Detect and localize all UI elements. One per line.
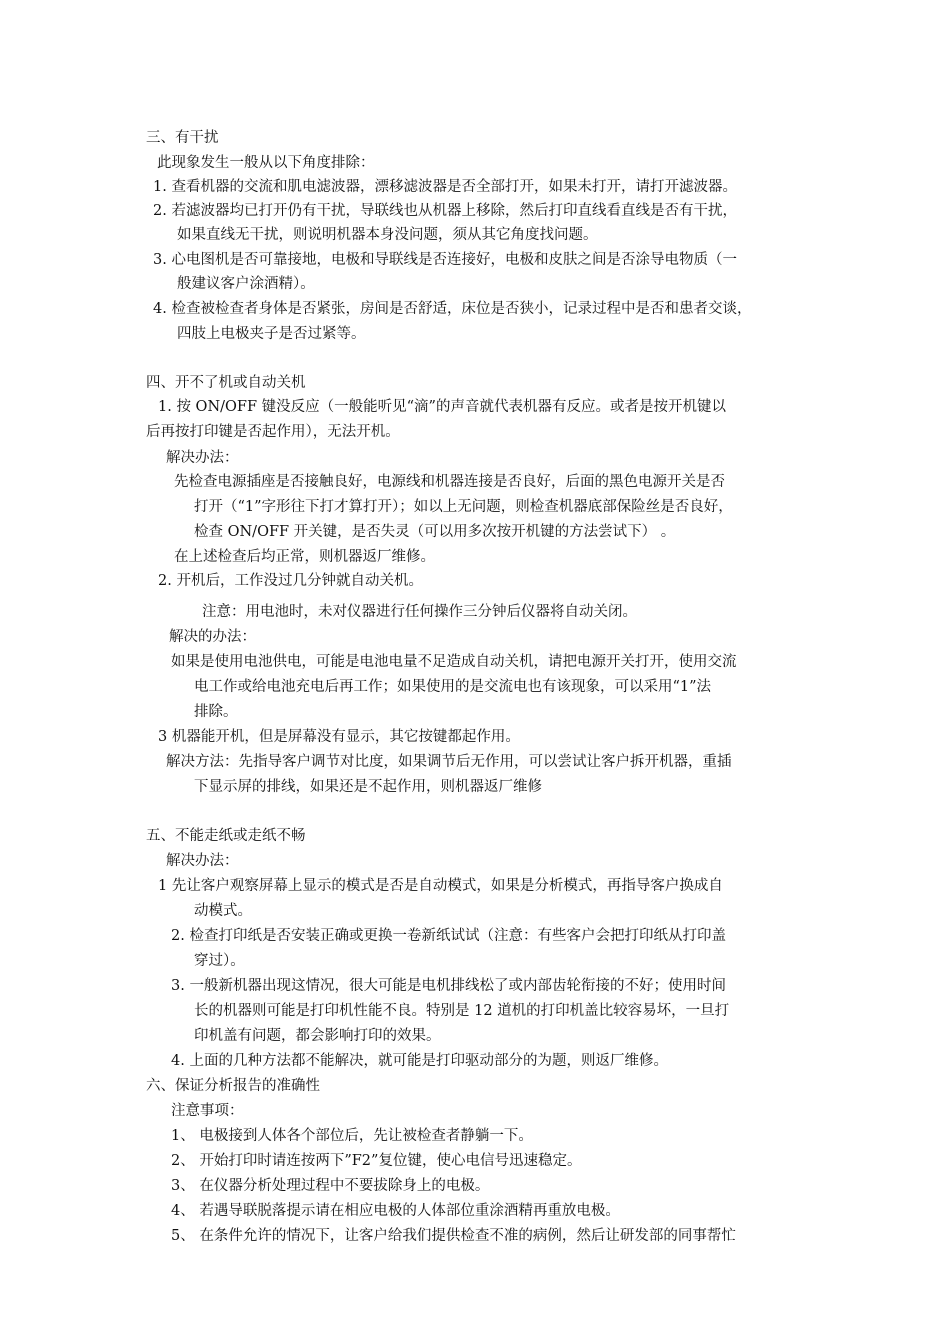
section-heading-power: 四、开不了机或自动关机 <box>146 375 306 391</box>
paragraph: 3 机器能开机，但是屏幕没有显示，其它按键都起作用。 <box>158 729 520 745</box>
paragraph-continuation: 电工作或给电池充电后再工作；如果使用的是交流电也有该现象，可以采用“1”法 <box>194 679 712 695</box>
paragraph: 在上述检查后均正常，则机器返厂维修。 <box>174 549 435 565</box>
section-heading-interference: 三、有干扰 <box>146 130 219 146</box>
solution-label: 解决办法： <box>166 450 239 466</box>
paragraph-continuation: 下显示屏的排线，如果还是不起作用，则机器返厂维修 <box>194 779 542 795</box>
list-item: 3. 心电图机是否可靠接地，电极和导联线是否连接好，电极和皮肤之间是否涂导电物质（一 <box>153 252 737 268</box>
section-heading-accuracy: 六、保证分析报告的准确性 <box>146 1078 320 1094</box>
notes-label: 注意事项： <box>171 1103 244 1119</box>
paragraph: 此现象发生一般从以下角度排除： <box>157 155 375 171</box>
section-heading-paper-feed: 五、不能走纸或走纸不畅 <box>146 828 306 844</box>
list-item-continuation: 动模式。 <box>194 903 252 919</box>
paragraph-continuation: 检查 ON/OFF 开关键，是否失灵（可以用多次按开机键的方法尝试下） 。 <box>194 524 676 540</box>
list-item-continuation: 如果直线无干扰，则说明机器本身没问题，须从其它角度找问题。 <box>177 227 598 243</box>
list-item: 5、 在条件允许的情况下，让客户给我们提供检查不准的病例，然后让研发部的同事帮忙 <box>171 1228 736 1244</box>
list-item: 4. 上面的几种方法都不能解决，就可能是打印驱动部分的为题，则返厂维修。 <box>171 1053 668 1069</box>
list-item: 2、 开始打印时请连按两下”F2”复位键，使心电信号迅速稳定。 <box>171 1153 582 1169</box>
paragraph: 先检查电源插座是否接触良好，电源线和机器连接是否良好，后面的黑色电源开关是否 <box>174 474 725 490</box>
paragraph-continuation: 排除。 <box>194 704 238 720</box>
solution-label: 解决办法： <box>166 853 239 869</box>
paragraph: 2. 开机后，工作没过几分钟就自动关机。 <box>158 573 423 589</box>
list-item-continuation: 长的机器则可能是打印机性能不良。特别是 12 道机的打印机盖比较容易坏，一旦打 <box>194 1003 730 1019</box>
list-item: 1. 查看机器的交流和肌电滤波器，漂移滤波器是否全部打开，如果未打开，请打开滤波器。 <box>153 179 737 195</box>
paragraph-continuation: 打开（“1”字形往下打才算打开）；如以上无问题，则检查机器底部保险丝是否良好， <box>194 499 733 515</box>
list-item-continuation: 般建议客户涂酒精）。 <box>177 276 315 292</box>
paragraph-continuation: 后再按打印键是否起作用），无法开机。 <box>146 424 400 440</box>
list-item: 3. 一般新机器出现这情况，很大可能是电机排线松了或内部齿轮衔接的不好；使用时间 <box>171 978 726 994</box>
list-item: 2. 检查打印纸是否安装正确或更换一卷新纸试试（注意：有些客户会把打印纸从打印盖 <box>171 928 726 944</box>
note: 注意：用电池时，未对仪器进行任何操作三分钟后仪器将自动关闭。 <box>202 604 637 620</box>
list-item: 4. 检查被检查者身体是否紧张，房间是否舒适，床位是否狭小，记录过程中是否和患者交谈， <box>153 301 752 317</box>
paragraph: 1. 按 ON/OFF 键没反应（一般能听见“滴”的声音就代表机器有反应。或者是按开机键以 <box>158 399 726 415</box>
paragraph: 解决方法：先指导客户调节对比度，如果调节后无作用，可以尝试让客户拆开机器，重插 <box>166 754 732 770</box>
solution-label: 解决的办法： <box>169 629 256 645</box>
list-item: 1 先让客户观察屏幕上显示的模式是否是自动模式，如果是分析模式，再指导客户换成自 <box>158 878 723 894</box>
list-item: 2. 若滤波器均已打开仍有干扰，导联线也从机器上移除，然后打印直线看直线是否有干扰， <box>153 203 737 219</box>
list-item-continuation: 印机盖有问题，都会影响打印的效果。 <box>194 1028 441 1044</box>
list-item: 4、 若遇导联脱落提示请在相应电极的人体部位重涂酒精再重放电极。 <box>171 1203 620 1219</box>
list-item: 1、 电极接到人体各个部位后，先让被检查者静躺一下。 <box>171 1128 533 1144</box>
list-item: 3、 在仪器分析处理过程中不要拔除身上的电极。 <box>171 1178 490 1194</box>
paragraph: 如果是使用电池供电，可能是电池电量不足造成自动关机，请把电源开关打开，使用交流 <box>171 654 737 670</box>
list-item-continuation: 穿过）。 <box>194 953 245 969</box>
list-item-continuation: 四肢上电极夹子是否过紧等。 <box>177 326 366 342</box>
